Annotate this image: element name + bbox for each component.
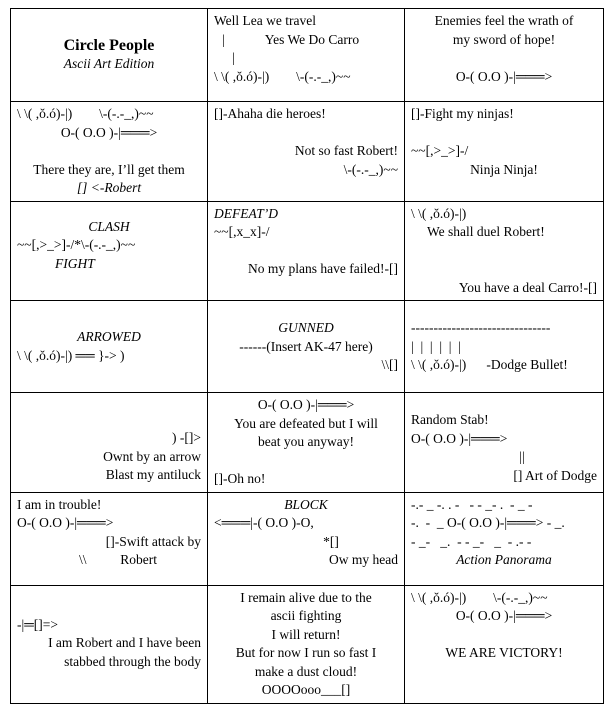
panel-line: *[] <box>323 533 339 549</box>
panel-line: CLASH <box>88 218 130 234</box>
panel-3 <box>11 102 208 202</box>
panel-line <box>411 626 597 645</box>
panel-line: - _- _. - - _- _ - .- - <box>411 533 532 549</box>
panel-line: \ \( ,ŏ.ó)-|) -Dodge Bullet! <box>411 357 568 372</box>
panel-line: Action Panorama <box>456 552 552 567</box>
panel-10 <box>208 301 405 393</box>
panel-line: []-Ahaha die heroes! <box>214 106 326 121</box>
panel-line: I will return! <box>271 626 341 642</box>
panel-line: GUNNED <box>278 320 334 335</box>
panel-line <box>411 49 597 68</box>
panel-line: Ownt by an arrow <box>103 448 201 464</box>
panel-line: You have a deal Carro!-[] <box>458 279 597 295</box>
panel-14 <box>405 393 604 493</box>
panel-20 <box>405 585 604 703</box>
panel-line: \ \( ,ŏ.ó)-|) \-(-.-_,)~~ <box>17 106 154 121</box>
panel-line: ascii fighting <box>270 608 342 623</box>
panel-line: O-( O.O )-|═══> <box>455 608 553 623</box>
panel-line: | Yes We Do Carro <box>222 31 360 47</box>
panel-line: \\ Robert <box>79 552 157 567</box>
panel-line: beat you anyway! <box>258 434 354 449</box>
panel-line: ~~[,x_x]-/ <box>214 224 270 239</box>
panel-line: | | | | | | <box>411 338 461 354</box>
panel-line <box>17 142 201 161</box>
panel-line: | <box>232 50 235 65</box>
panel-line: WE ARE VICTORY! <box>445 645 563 660</box>
panel-line: ) -[]> <box>172 430 201 445</box>
panel-line: O-( O.O )-|═══> <box>60 124 158 140</box>
panel-line: Enemies feel the wrath of <box>434 13 574 28</box>
panel-line: \-(-.-_,)~~ <box>343 161 398 177</box>
panel-line <box>214 242 398 261</box>
panel-line: O-( O.O )-|═══> <box>411 430 508 446</box>
panel-line: \ \( ,ŏ.ó)-|) ══ }-> ) <box>17 347 125 363</box>
panel-12 <box>11 393 208 493</box>
panel-line: [] Art of Dodge <box>513 467 597 483</box>
panel-line: ARROWED <box>77 329 141 344</box>
panel-line: -|═[]=> <box>17 616 58 632</box>
panel-7 <box>208 201 405 301</box>
panel-line: \\[] <box>381 357 398 372</box>
panel-line: Not so fast Robert! <box>294 143 398 158</box>
panel-line: ~~[,>_>]-/*\-(-.-_,)~~ <box>17 237 136 252</box>
panel-line: [] <-Robert <box>76 180 142 195</box>
panel-line: []-Oh no! <box>214 471 266 486</box>
panel-line: DEFEAT’D <box>214 205 278 221</box>
panel-line: []-Swift attack by <box>105 533 201 549</box>
panel-11 <box>405 301 604 393</box>
panel-line: No my plans have failed!-[] <box>248 261 398 276</box>
comic-title: Circle People <box>63 36 155 54</box>
panel-line <box>411 124 597 143</box>
panel-2 <box>405 9 604 102</box>
panel-line: ------(Insert AK-47 here) <box>239 338 373 354</box>
panel-9 <box>11 301 208 393</box>
panel-line: || <box>519 449 525 464</box>
panel-line: You are defeated but I will <box>234 415 378 431</box>
panel-line: make a dust cloud! <box>254 663 358 679</box>
panel-line: O-( O.O )-|═══> <box>257 397 355 412</box>
panel-line: ~~[,>_>]-/ <box>411 143 469 158</box>
panel-line: \ \( ,ŏ.ó)-|) \-(-.-_,)~~ <box>214 68 351 84</box>
panel-line: There they are, I’ll get them <box>33 161 185 177</box>
panel-line: []-Fight my ninjas! <box>411 106 514 121</box>
panel-line: I remain alive due to the <box>240 589 372 605</box>
panel-17 <box>405 492 604 585</box>
panel-19 <box>208 585 405 703</box>
panel-line <box>411 260 597 279</box>
panel-title <box>11 9 208 102</box>
panel-line: Well Lea we travel <box>214 13 316 28</box>
panel-line <box>214 452 398 471</box>
panel-line: -.- _ -. . - - - _- . - _ - <box>411 496 533 512</box>
comic-grid <box>10 8 604 704</box>
panel-4 <box>208 102 405 202</box>
panel-line: \ \( ,ŏ.ó)-|) <box>411 205 467 221</box>
panel-line: Blast my antiluck <box>105 467 201 482</box>
panel-line: \ \( ,ŏ.ó)-|) \-(-.-_,)~~ <box>411 589 548 605</box>
panel-15 <box>11 492 208 585</box>
panel-6 <box>11 201 208 301</box>
panel-13 <box>208 393 405 493</box>
panel-line: I am Robert and I have been <box>48 635 201 650</box>
panel-line: Random Stab! <box>411 412 489 427</box>
panel-line: BLOCK <box>284 496 328 512</box>
panel-line: my sword of hope! <box>452 31 556 47</box>
panel-line: I am in trouble! <box>17 496 102 512</box>
panel-line: Ow my head <box>329 552 398 567</box>
panel-16 <box>208 492 405 585</box>
panel-line: FIGHT <box>55 255 95 271</box>
panel-18 <box>11 585 208 703</box>
panel-line: O-( O.O )-|═══> <box>17 515 114 530</box>
comic-subtitle: Ascii Art Edition <box>63 56 155 71</box>
panel-8 <box>405 201 604 301</box>
panel-line: We shall duel Robert! <box>427 224 545 239</box>
panel-line: ------------------------------- <box>411 320 551 335</box>
panel-line: O-( O.O )-|═══> <box>455 68 553 84</box>
panel-1 <box>208 9 405 102</box>
panel-line: <═══|-( O.O )-O, <box>214 515 314 530</box>
panel-line: OOOOooo___[] <box>261 682 351 697</box>
panel-line: stabbed through the body <box>64 653 201 669</box>
panel-line <box>214 124 398 143</box>
panel-line <box>411 242 597 261</box>
panel-line: -. - _ O-( O.O )-|═══> - _. <box>411 515 565 530</box>
panel-line: Ninja Ninja! <box>470 161 538 177</box>
panel-5 <box>405 102 604 202</box>
panel-line: But for now I run so fast I <box>235 645 377 660</box>
